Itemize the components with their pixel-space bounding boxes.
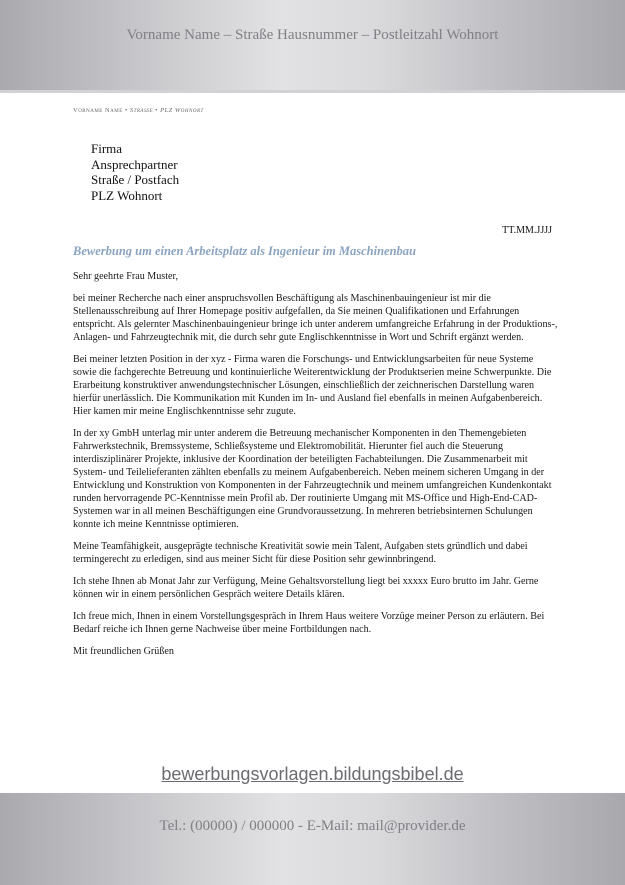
paragraph: Bei meiner letzten Position in der xyz - Firma waren die Forschungs- und Entwicklungsarbeiten für neue Systeme sowie die fachgerechte Betreuung und kontinuierliche Weiterentwicklung der Produktserien meine Schwerpunkte. Die Erarbeitung konstruktiver anwendungstechnischer Lösungen, einschließlich der zeichnerischen Darstellung waren hierfür unerlässlich. Die Kommunikation mit Kunden im In- und Ausland fiel ebenfalls in meinen Aufgabenbereich. Hier kamen mir meine Englischkenntnisse sehr zugute. [73, 354, 552, 417]
separator: • [122, 107, 130, 114]
letter-body [73, 270, 558, 667]
closing: Mit freundlichen Grüßen [73, 646, 174, 657]
recipient-city: PLZ Wohnort [91, 187, 163, 203]
sender-city: PLZ Wohnort [160, 107, 204, 114]
header-band [0, 0, 625, 93]
sender-return-address [73, 107, 204, 114]
paragraph: Ich stehe Ihnen ab Monat Jahr zur Verfügung, Meine Gehaltsvorstellung liegt bei xxxxx Euro brutto im Jahr. Gerne können wir in einem persönlichen Gespräch weitere Details klären. [73, 576, 539, 600]
paragraph: Ich freue mich, Ihnen in einem Vorstellungsgespräch in Ihrem Haus weitere Vorzüge meiner Person zu erläutern. Bei Bedarf reiche ich Ihnen gerne Nachweise über meine Fortbildungen nach. [73, 611, 545, 635]
paragraph: bei meiner Recherche nach einer anspruchsvollen Beschäftigung als Maschinenbauingenieur ist mir die Stellenausschreibung auf Ihrer Homepage positiv aufgefallen, da Sie meinen Qualifikationen und Erfahrungen entspricht. Als gelernter Maschinenbauingenieur bringe ich unter anderem umfangreiche Erfahrung in der Produktions-, Anlagen- und Fahrzeugtechnik mit, die durch sehr gute Englischkenntnisse in Wort und Schrift ergänzt werden. [73, 293, 558, 343]
paragraph: In der xy GmbH unterlag mir unter anderem die Betreuung mechanischer Komponenten in den Themengebieten Fahrwerkstechnik, Bremssysteme, Schließsysteme und Elektromobilität. Hierunter fiel auch die Steuerung interdisziplinärer Projekte, inklusive der Koordination der beteiligten Fachabteilungen. Die Zusammenarbeit mit System- und Teilelieferanten zählten ebenfalls zu meinem Aufgabenbereich. Neben meinem sicheren Umgang in der Entwicklung und Konstruktion von Komponenten in der Fahrzeugtechnik und meinem umfangreichen Kundenkontakt runden hervorragende PC-Kenntnisse mein Profil ab. Der routinierte Umgang mit MS-Office und High-End-CAD-Systemen war in all meinen Beschäftigungen eine Grundvoraussetzung. In mehreren betriebsinternen Schulungen konnte ich meine Kenntnisse optimieren. [73, 428, 552, 530]
footer-band [0, 793, 625, 885]
paragraph: Meine Teamfähigkeit, ausgeprägte technische Kreativität sowie mein Talent, Aufgaben stets gründlich und dabei termingerecht zu erledigen, sind aus meiner Sicht für diese Position sehr gewinnbringend. [73, 541, 528, 565]
letter-subject: Bewerbung um einen Arbeitsplatz als Ingenieur im Maschinenbau [73, 244, 417, 258]
footer-contact-line: Tel.: (00000) / 000000 - E-Mail: mail@provider.de [159, 818, 466, 834]
recipient-address [91, 141, 179, 203]
sender-street: Straße [129, 107, 154, 114]
sender-name: Vorname Name [73, 107, 123, 114]
header-contact-line: Vorname Name – Straße Hausnummer – Postleitzahl Wohnort [126, 27, 499, 43]
recipient-contact: Ansprechpartner [91, 156, 178, 172]
recipient-company: Firma [91, 141, 123, 156]
recipient-street: Straße / Postfach [91, 172, 180, 187]
watermark-link[interactable]: bewerbungsvorlagen.bildungsbibel.de [161, 764, 464, 784]
salutation: Sehr geehrte Frau Muster, [73, 271, 178, 282]
separator: • [153, 107, 161, 114]
letter-date: TT.MM.JJJJ [502, 225, 552, 236]
